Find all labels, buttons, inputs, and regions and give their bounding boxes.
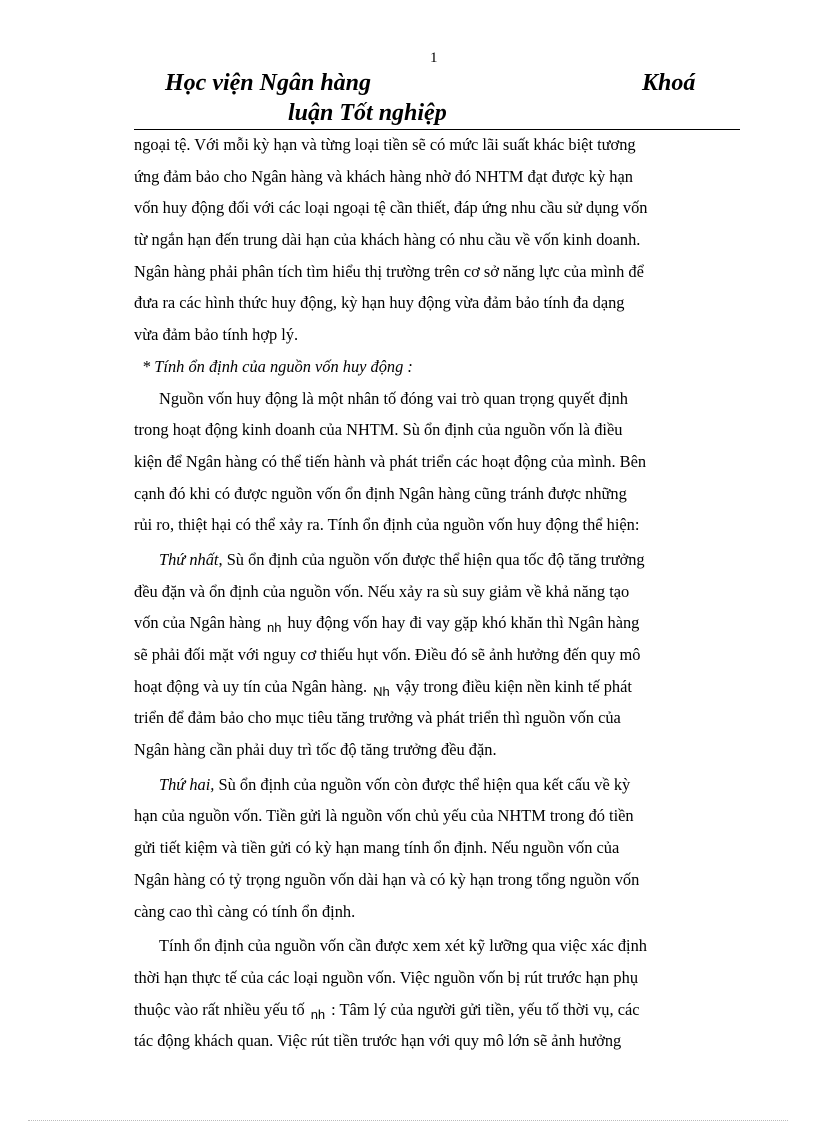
header-institution: Học viện Ngân hàng <box>165 70 372 96</box>
paragraph-3 <box>134 544 740 766</box>
section-heading: * Tính ổn định của nguồn vốn huy động : <box>142 356 413 376</box>
line-text: hoạt động và uy tín của Ngân hàng. <box>134 676 368 696</box>
text-line: vốn huy động đối với các loại ngoại tệ cần thiết, đáp ứng nhu cầu sử dụng vốn <box>134 198 648 218</box>
text-line: Ngân hàng phải phân tích tìm hiểu thị trường trên cơ sở năng lực của mình để <box>134 261 644 281</box>
text-line: đều đặn và ổn định của nguồn vốn. Nếu xảy ra sù suy giảm về khả năng tạo <box>134 581 630 601</box>
text-line: từ ngắn hạn đến trung dài hạn của khách hàng có nhu cầu về vốn kinh doanh. <box>134 230 641 250</box>
line-text: vốn của Ngân hàng <box>134 613 261 633</box>
text-line: Nguồn vốn huy động là một nhân tố đóng vai trò quan trọng quyết định <box>159 388 628 408</box>
text-line: vừa đảm bảo tính hợp lý. <box>134 325 299 345</box>
text-line: kiện để Ngân hàng có thể tiến hành và phát triển các hoạt động của mình. Bên <box>134 451 647 471</box>
text-fragment: nh <box>310 1006 326 1022</box>
paragraph-4 <box>134 769 740 927</box>
paragraph-2 <box>134 383 740 541</box>
text-line: hạn của nguồn vốn. Tiền gửi là nguồn vốn chủ yếu của NHTM trong đó tiền <box>134 806 634 826</box>
text-line: sẽ phải đối mặt với nguy cơ thiếu hụt vốn. Điều đó sẽ ảnh hưởng đến quy mô <box>134 645 641 664</box>
header-thesis-word: Khoá <box>642 70 696 96</box>
text-line: Ngân hàng có tỷ trọng nguồn vốn dài hạn và có kỳ hạn trong tổng nguồn vốn <box>134 869 640 889</box>
lead-phrase: Thứ hai, <box>159 774 215 794</box>
text-line: đưa ra các hình thức huy động, kỳ hạn huy động vừa đảm bảo tính đa dạng <box>134 293 625 313</box>
text-line: thời hạn thực tế của các loại nguồn vốn. Việc nguồn vốn bị rút trước hạn phụ <box>134 967 639 987</box>
text-line <box>134 769 740 801</box>
text-line: Tính ổn định của nguồn vốn cần được xem xét kỹ lưỡng qua việc xác định <box>159 936 648 956</box>
text-line: rủi ro, thiệt hại có thể xảy ra. Tính ổn định của nguồn vốn huy động thể hiện: <box>134 515 640 535</box>
text-line: tác động khách quan. Việc rút tiền trước hạn với quy mô lớn sẽ ảnh hưởng <box>134 1031 622 1051</box>
text-line: càng cao thì càng có tính ổn định. <box>134 901 356 921</box>
lead-phrase: Thứ nhất <box>159 549 219 569</box>
line-text: vậy trong điều kiện nền kinh tế phát <box>395 676 632 696</box>
line-text: thuộc vào rất nhiều yếu tố <box>134 999 305 1019</box>
paragraph-1 <box>134 129 740 351</box>
text-line: Ngân hàng cần phải duy trì tốc độ tăng trưởng đều đặn. <box>134 740 497 760</box>
text-line <box>134 671 740 703</box>
text-fragment: Nh <box>373 683 390 699</box>
page-bottom-border <box>28 1120 788 1121</box>
text-line <box>134 544 740 576</box>
document-body <box>134 129 740 1057</box>
text-line: ngoại tệ. Với mỗi kỳ hạn và từng loại tiền sẽ có mức lãi suất khác biệt tương <box>134 135 636 154</box>
line-text: : Tâm lý của người gửi tiền, yếu tố thời vụ, các <box>331 999 640 1019</box>
line-text: Sù ổn định của nguồn vốn còn được thể hiện qua kết cấu về kỳ <box>214 774 631 794</box>
text-line <box>134 994 740 1026</box>
text-line: gửi tiết kiệm và tiền gửi có kỳ hạn mang tính ổn định. Nếu nguồn vốn của <box>134 838 620 858</box>
text-line: cạnh đó khi có được nguồn vốn ổn định Ngân hàng cũng tránh được những <box>134 483 627 503</box>
text-line: ứng đảm bảo cho Ngân hàng và khách hàng nhờ đó NHTM đạt được kỳ hạn <box>134 166 633 186</box>
text-line: trong hoạt động kinh doanh của NHTM. Sù ổn định của nguồn vốn là điều <box>134 420 623 440</box>
text-line <box>134 607 740 639</box>
line-text: , Sù ổn định của nguồn vốn được thể hiện qua tốc độ tăng trưởng <box>218 549 645 569</box>
text-line: triển để đảm bảo cho mục tiêu tăng trưởng và phát triển thì nguồn vốn của <box>134 708 621 728</box>
line-text: huy động vốn hay đi vay gặp khó khăn thì Ngân hàng <box>287 613 640 633</box>
paragraph-5 <box>134 930 740 1057</box>
header-thesis-continuation: luận Tốt nghiệp <box>288 100 447 126</box>
text-fragment: nh <box>267 620 282 636</box>
page-number: 1 <box>430 50 438 66</box>
